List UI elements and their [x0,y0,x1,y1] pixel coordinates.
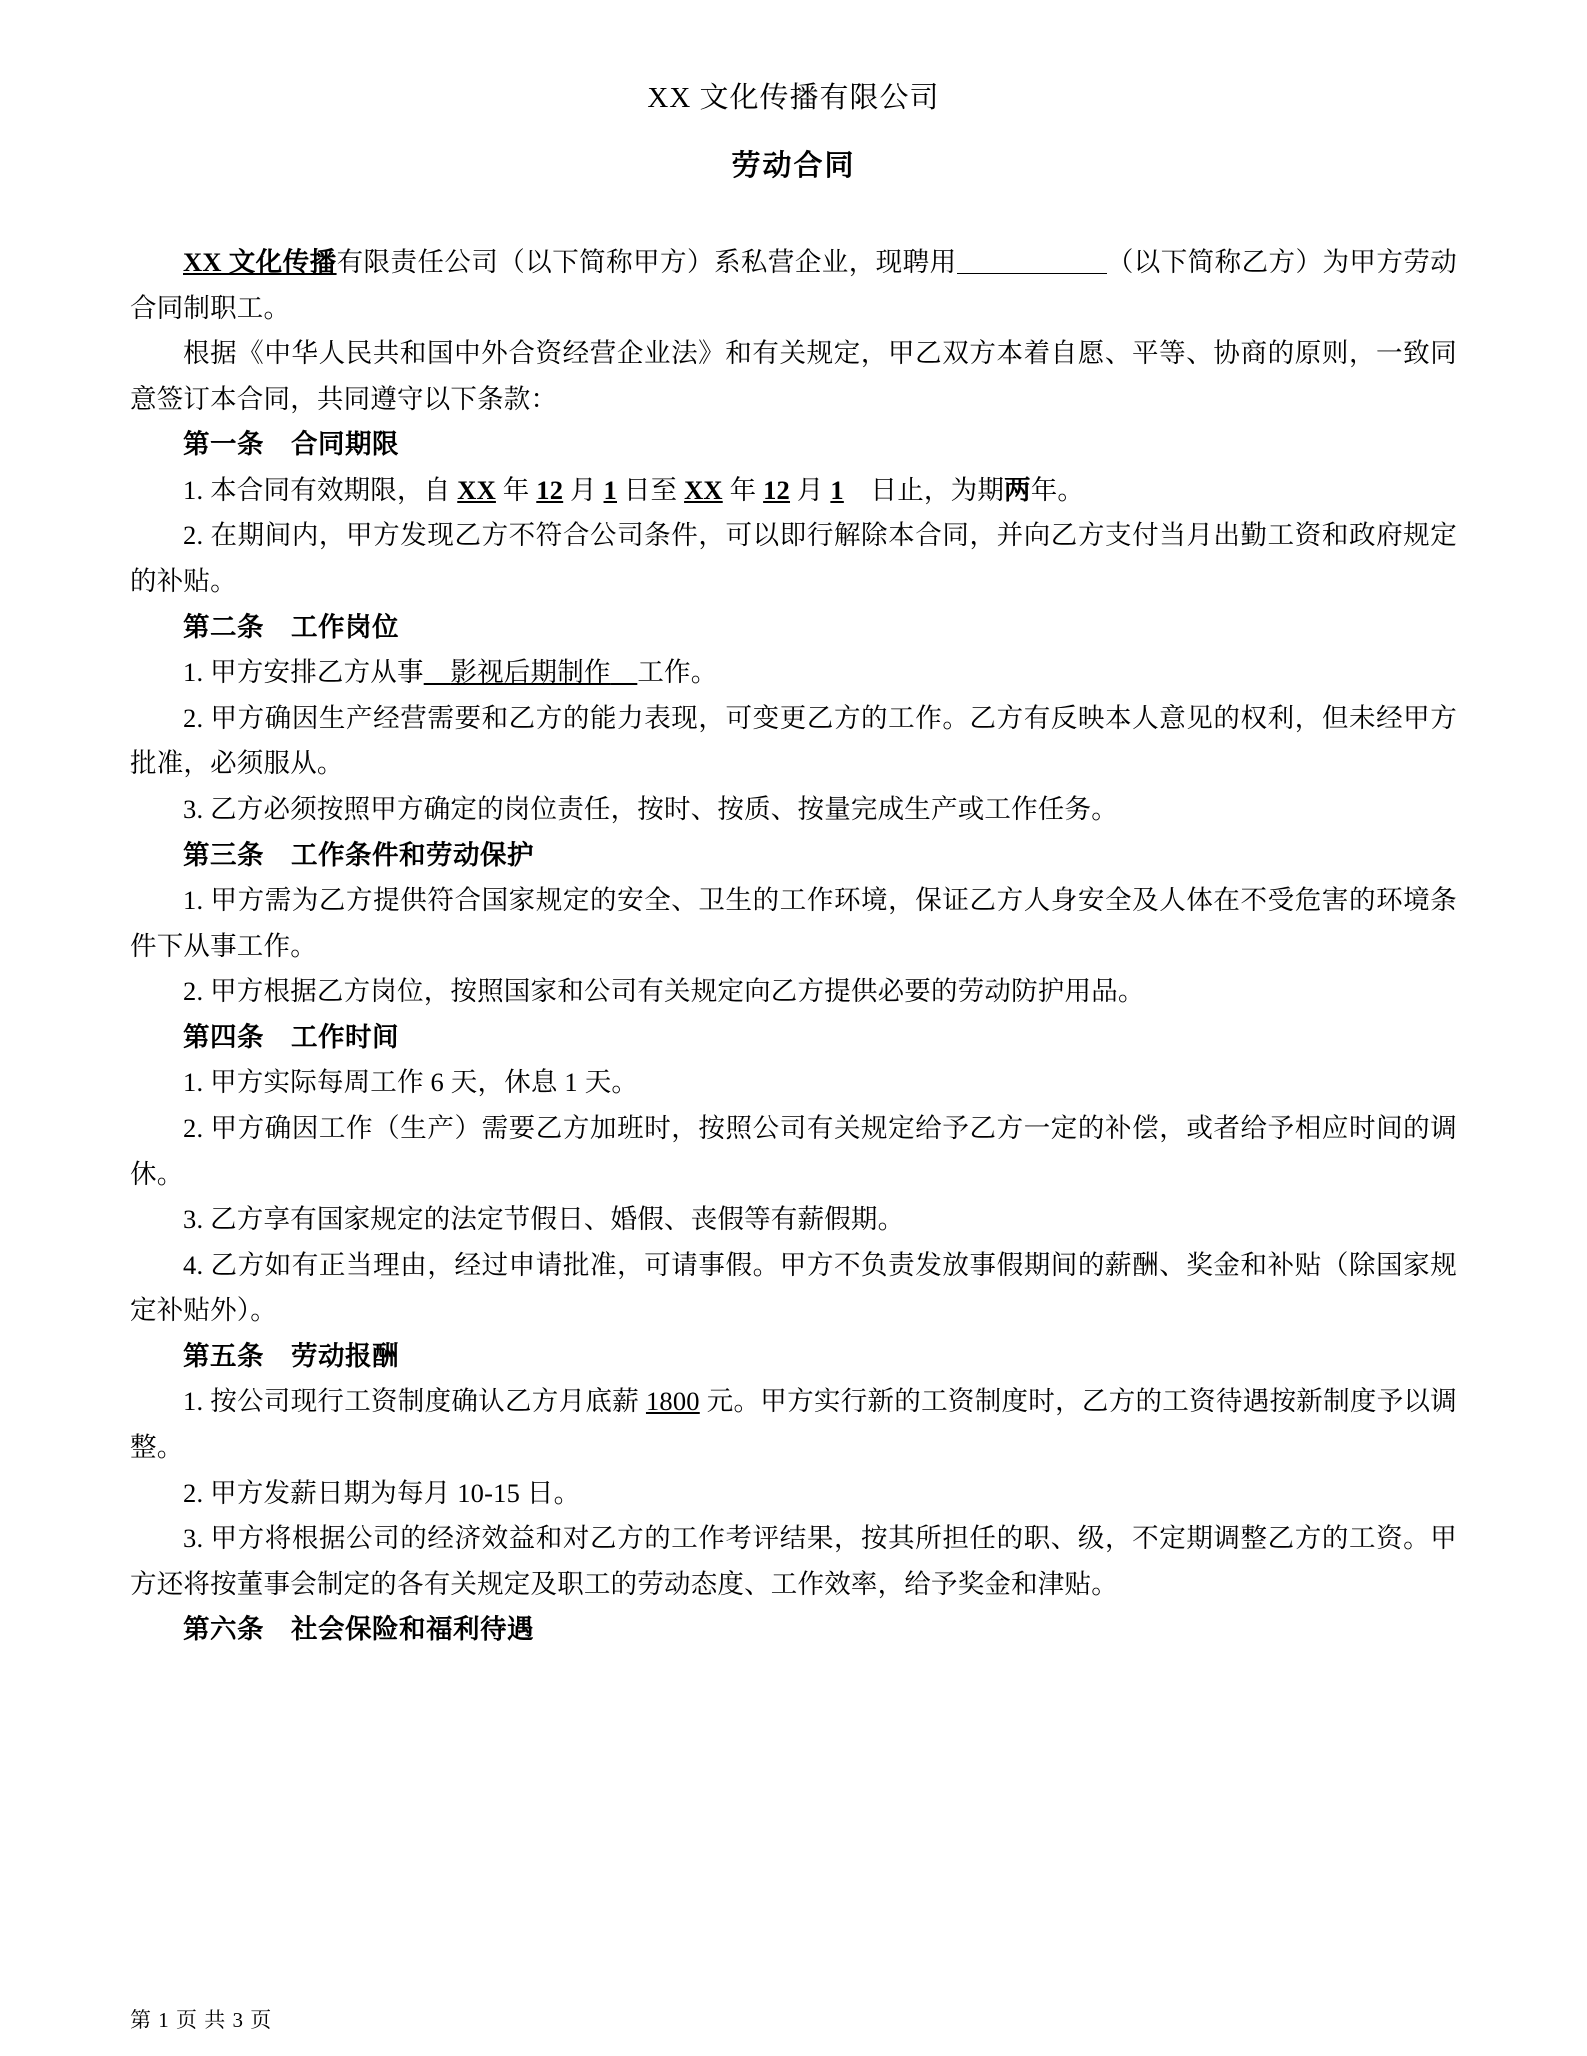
article-6-heading: 第六条 社会保险和福利待遇 [183,1614,534,1645]
a1i1-suffix: 年。 [1030,474,1085,505]
intro-paragraph [130,240,1457,331]
company-title: XX 文化传播有限公司 [647,82,940,114]
party-a-name: XX 文化传播 [183,247,337,277]
article-4-heading: 第四条 工作时间 [183,1021,399,1052]
article-4-item-3: 3. 乙方享有国家规定的法定节假日、婚假、丧假等有薪假期。 [183,1204,905,1235]
article-4-item-1: 1. 甲方实际每周工作 6 天，休息 1 天。 [183,1067,639,1098]
a1i1-mid4: 年 [729,474,757,505]
job-position-value: 影视后期制作 [450,657,611,688]
article-1-heading: 第一条 合同期限 [183,429,399,460]
article-5-heading: 第五条 劳动报酬 [183,1340,399,1371]
article-3-item-2: 2. 甲方根据乙方岗位，按照国家和公司有关规定向乙方提供必要的劳动防护用品。 [183,976,1145,1007]
article-4-item-4: 4. 乙方如有正当理由，经过申请批准，可请事假。甲方不负责发放事假期间的薪酬、奖金和补贴（除国家规定补贴外）。 [130,1249,1457,1326]
page-footer: 第 1 页 共 3 页 [130,2008,273,2032]
document-body [130,240,1457,1653]
employee-name-blank [957,273,1107,274]
intro-text-1: 有限责任公司（以下简称甲方）系私营企业，现聘用 [336,247,957,277]
intro-text-2: （以下简称乙方）为甲方劳动合同制职工。 [130,247,1457,323]
article-2-item-3: 3. 乙方必须按照甲方确定的岗位责任，按时、按质、按量完成生产或工作任务。 [183,793,1118,824]
start-year: XX [457,474,496,505]
contract-term: 两 [1004,474,1031,505]
end-day: 1 [830,474,844,505]
job-position [424,657,638,687]
a5i1-suffix: 元。甲方实行新的工资制度时，乙方的工资待遇按新制度予以调整。 [130,1386,1458,1463]
article-5-item-1 [130,1379,1457,1470]
a5i1-prefix: 1. 按公司现行工资制度确认乙方月底薪 [183,1386,640,1417]
a1i1-prefix: 1. 本合同有效期限，自 [183,474,451,505]
base-salary-value: 1800 [645,1386,700,1417]
end-year: XX [684,474,723,505]
article-1-item-1 [130,468,1457,514]
a1i1-mid2: 月 [570,474,597,505]
basis-paragraph: 根据《中华人民共和国中外合资经营企业法》和有关规定，甲乙双方本着自愿、平等、协商的原则，一致同意签订本合同，共同遵守以下条款： [130,338,1457,414]
contract-title: 劳动合同 [731,149,856,182]
a1i1-mid3: 日至 [623,474,678,505]
end-month: 12 [763,474,791,505]
a2i1-prefix: 1. 甲方安排乙方从事 [183,657,424,688]
article-3-item-1: 1. 甲方需为乙方提供符合国家规定的安全、卫生的工作环境，保证乙方人身安全及人体在不受危害的环境条件下从事工作。 [130,885,1457,961]
a1i1-mid6: 日止，为期 [870,474,1005,505]
article-2-item-2: 2. 甲方确因生产经营需要和乙方的能力表现，可变更乙方的工作。乙方有反映本人意见的权利，但未经甲方批准，必须服从。 [130,702,1457,779]
article-2-heading: 第二条 工作岗位 [183,611,399,642]
article-4-item-2: 2. 甲方确因工作（生产）需要乙方加班时，按照公司有关规定给予乙方一定的补偿，或者给予相应时间的调休。 [130,1112,1457,1189]
article-2-item-1 [130,650,1457,696]
a1i1-mid5: 月 [796,474,824,505]
article-5-item-3: 3. 甲方将根据公司的经济效益和对乙方的工作考评结果，按其所担任的职、级，不定期调整乙方的工资。甲方还将按董事会制定的各有关规定及职工的劳动态度、工作效率，给予奖金和津贴。 [130,1523,1457,1599]
article-3-heading: 第三条 工作条件和劳动保护 [183,839,534,870]
start-day: 1 [603,474,617,505]
article-5-item-2: 2. 甲方发薪日期为每月 10-15 日。 [183,1477,581,1508]
a2i1-suffix: 工作。 [637,657,718,688]
article-1-item-2: 2. 在期间内，甲方发现乙方不符合公司条件，可以即行解除本合同，并向乙方支付当月出勤工资和政府规定的补贴。 [130,520,1457,597]
start-month: 12 [536,474,564,505]
a1i1-mid1: 年 [502,474,530,505]
